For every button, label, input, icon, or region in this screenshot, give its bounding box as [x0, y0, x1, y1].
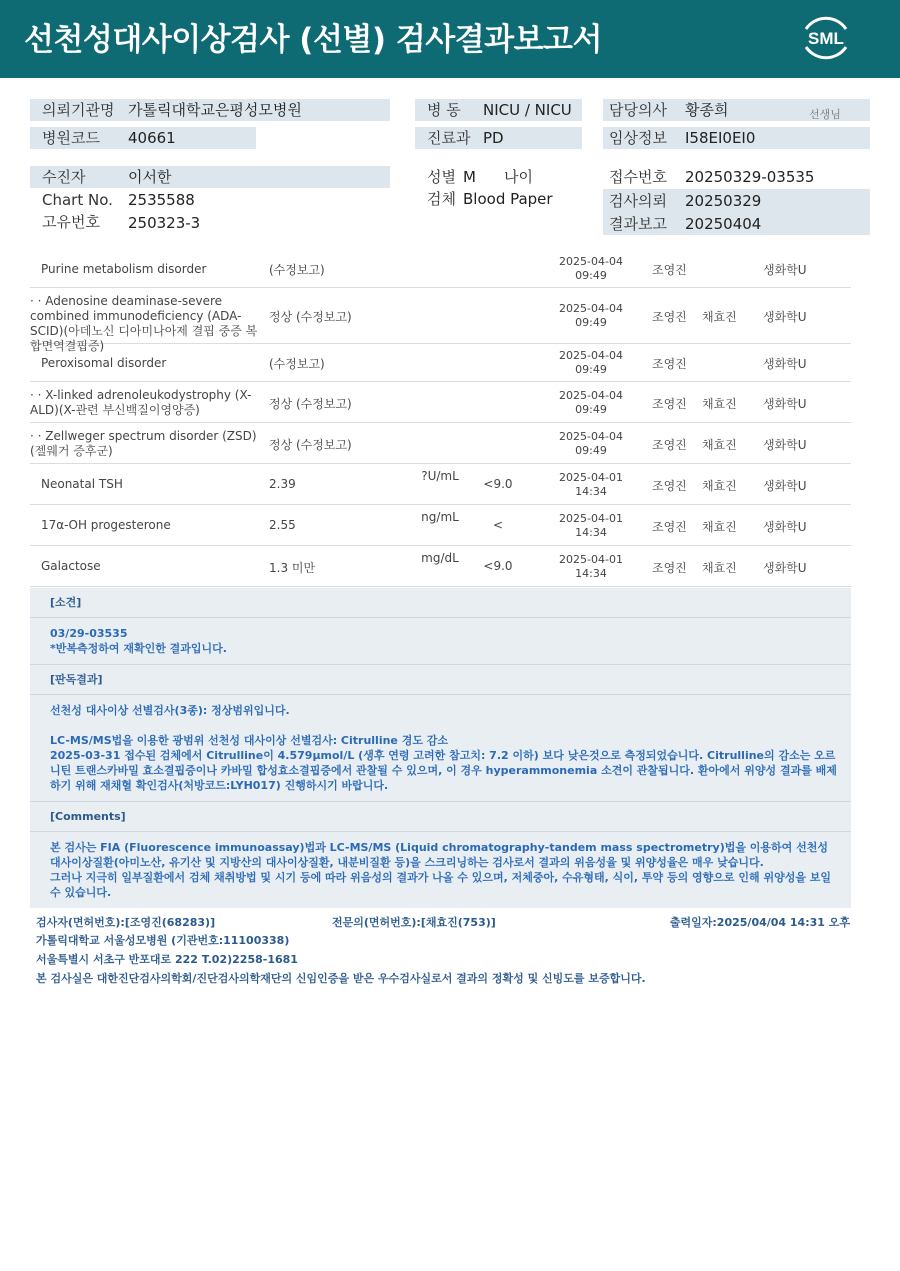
result-examiner: 조영진	[652, 479, 687, 493]
notes-section	[30, 588, 851, 908]
result-examiner: 조영진	[652, 357, 687, 371]
report-value: 20250404	[685, 215, 762, 233]
findings-line: *반복측정하여 재확인한 결과입니다.	[50, 642, 227, 655]
findings-heading: [소견]	[30, 588, 851, 618]
result-report-datetime	[555, 553, 627, 581]
result-report-time: 14:34	[575, 567, 607, 580]
result-test-name: · · Zellweger spectrum disorder (ZSD)(젤웨거 증후군)	[30, 429, 257, 458]
result-report-time: 09:49	[575, 316, 607, 329]
receipt-value: 20250329-03535	[685, 168, 815, 186]
result-dept: 생화학U	[763, 263, 807, 277]
interpretation-spacer	[50, 718, 837, 733]
result-report-date: 2025-04-04	[559, 389, 623, 402]
result-doctor: 채효진	[702, 397, 737, 411]
clinical-row	[603, 127, 870, 149]
result-value: (수정보고)	[269, 357, 325, 371]
result-report-datetime	[555, 389, 627, 417]
result-report-datetime	[555, 302, 627, 330]
dept-row	[415, 127, 582, 149]
result-report-date: 2025-04-04	[559, 349, 623, 362]
result-dept: 생화학U	[763, 438, 807, 452]
receipt-label: 접수번호	[609, 168, 667, 186]
result-value: (수정보고)	[269, 263, 325, 277]
sml-logo	[798, 12, 854, 64]
logo-text: SML	[808, 29, 844, 48]
interpretation-line: LC-MS/MS법을 이용한 광범위 선천성 대사이상 선별검사: Citrulline 경도 감소	[50, 734, 449, 747]
result-report-datetime	[555, 512, 627, 540]
result-row	[30, 546, 851, 587]
unique-no-label: 고유번호	[42, 213, 100, 231]
result-dept: 생화학U	[763, 561, 807, 575]
result-value: 정상 (수정보고)	[269, 397, 352, 411]
institution-label: 의뢰기관명	[42, 101, 115, 119]
ward-row	[415, 99, 582, 121]
result-reference: <	[492, 518, 504, 532]
hospital-code-label: 병원코드	[42, 129, 100, 147]
clinical-label: 임상정보	[609, 129, 667, 147]
institution-value: 가톨릭대학교은평성모병원	[128, 101, 302, 119]
request-label: 검사의뢰	[609, 192, 667, 210]
interpretation-heading: [판독결과]	[30, 665, 851, 695]
result-report-time: 09:49	[575, 403, 607, 416]
result-report-datetime	[555, 430, 627, 458]
patient-label: 수진자	[42, 168, 86, 186]
result-row	[30, 464, 851, 505]
result-test-name: · · Adenosine deaminase-severe combined immunodeficiency (ADA-SCID)(아데노신 디아미나아제 결핍 중증 복합면역결핍증)	[30, 294, 258, 353]
result-doctor: 채효진	[702, 520, 737, 534]
result-report-date: 2025-04-04	[559, 302, 623, 315]
comments-line: 그러나 지극히 일부질환에서 검체 채취방법 및 시기 등에 따라 위음성의 결과가 나올 수 있으며, 저체중아, 수유형태, 식이, 투약 등의 영향으로 인해 위양성을 보일 수 있습니다.	[50, 871, 832, 899]
result-report-datetime	[555, 349, 627, 377]
result-row	[30, 382, 851, 423]
result-report-time: 09:49	[575, 363, 607, 376]
result-unit: ng/mL	[421, 510, 459, 524]
hospital-code-row	[30, 127, 256, 149]
report-title: 선천성대사이상검사 (선별) 검사결과보고서	[24, 22, 602, 58]
footer-specialist: 전문의(면허번호):[채효진(753)]	[332, 916, 496, 929]
patient-row	[30, 166, 390, 188]
doctor-value: 황종희	[685, 101, 729, 119]
report-header	[0, 0, 900, 78]
result-examiner: 조영진	[652, 397, 687, 411]
result-reference: <9.0	[483, 477, 513, 491]
result-dept: 생화학U	[763, 397, 807, 411]
ward-label: 병 동	[427, 101, 461, 119]
result-examiner: 조영진	[652, 263, 687, 277]
result-dept: 생화학U	[763, 520, 807, 534]
ward-value: NICU / NICU	[483, 101, 572, 119]
result-doctor: 채효진	[702, 438, 737, 452]
request-value: 20250329	[685, 192, 762, 210]
interpretation-line: 선천성 대사이상 선별검사(3종): 정상범위입니다.	[50, 704, 290, 717]
interpretation-body	[30, 695, 851, 802]
result-value: 정상 (수정보고)	[269, 438, 352, 452]
result-row	[30, 288, 851, 353]
result-report-date: 2025-04-04	[559, 255, 623, 268]
specimen-label: 검체	[427, 190, 456, 208]
result-value: 1.3 미만	[269, 561, 316, 575]
result-test-name: Peroxisomal disorder	[41, 356, 167, 370]
sex-label: 성별	[427, 168, 456, 186]
result-report-time: 09:49	[575, 444, 607, 457]
result-doctor: 채효진	[702, 310, 737, 324]
result-test-name: Neonatal TSH	[41, 477, 123, 491]
findings-line: 03/29-03535	[50, 627, 128, 640]
dept-label: 진료과	[427, 129, 471, 147]
result-test-name: · · X-linked adrenoleukodystrophy (X-ALD)(X-관련 부신백질이영양증)	[30, 388, 252, 417]
result-doctor: 채효진	[702, 561, 737, 575]
footer-certification: 본 검사실은 대한진단검사의학회/진단검사의학재단의 신임인증을 받은 우수검사실로서 결과의 정확성 및 신빙도를 보증합니다.	[36, 972, 646, 985]
result-dept: 생화학U	[763, 479, 807, 493]
specimen-value: Blood Paper	[463, 190, 553, 208]
comments-heading: [Comments]	[30, 802, 851, 832]
result-report-datetime	[555, 471, 627, 499]
result-row	[30, 344, 851, 382]
result-dept: 생화학U	[763, 310, 807, 324]
hospital-code-value: 40661	[128, 129, 176, 147]
comments-body	[30, 832, 851, 908]
request-report-box	[603, 189, 870, 235]
result-report-time: 14:34	[575, 526, 607, 539]
result-dept: 생화학U	[763, 357, 807, 371]
doctor-label: 담당의사	[609, 101, 667, 119]
result-value: 2.55	[269, 518, 296, 532]
interpretation-line: 2025-03-31 접수된 검체에서 Citrulline이 4.579μmol/L (생후 연령 고려한 참고치: 7.2 이하) 보다 낮은것으로 측정되었습니다. Citrulline의 감소는 오르니틴 트랜스카바밀 효소결핍증이나 카바밀 합성효소결핍증에서 관찰될 수 있으며, 이 경우 hyperammonemia 소견이 관찰됩니다. 환아에서 위양성 결과를 배제하기 위해 재채혈 확인검사(처방코드:LYH017) 진행하시기 바랍니다.	[50, 749, 837, 792]
result-reference: <9.0	[483, 559, 513, 573]
result-test-name: Purine metabolism disorder	[41, 262, 207, 276]
result-test-name: 17α-OH progesterone	[41, 518, 171, 532]
result-report-date: 2025-04-01	[559, 553, 623, 566]
doctor-suffix: 선생님	[809, 108, 841, 121]
result-examiner: 조영진	[652, 438, 687, 452]
footer-lab: 가톨릭대학교 서울성모병원 (기관번호:11100338)	[36, 934, 290, 947]
dept-value: PD	[483, 129, 504, 147]
results-table	[30, 250, 851, 587]
result-examiner: 조영진	[652, 310, 687, 324]
age-label: 나이	[504, 168, 533, 186]
result-value: 정상 (수정보고)	[269, 310, 352, 324]
result-report-date: 2025-04-04	[559, 430, 623, 443]
patient-value: 이서한	[128, 168, 172, 186]
institution-row	[30, 99, 390, 121]
result-report-datetime	[555, 255, 627, 283]
clinical-value: I58EI0EI0	[685, 129, 756, 147]
result-report-time: 09:49	[575, 269, 607, 282]
result-doctor: 채효진	[702, 479, 737, 493]
footer-printed: 출력일자:2025/04/04 14:31 오후	[669, 916, 850, 929]
footer-examiner: 검사자(면허번호):[조영진(68283)]	[36, 916, 216, 929]
result-examiner: 조영진	[652, 520, 687, 534]
footer-address: 서울특별시 서초구 반포대로 222 T.02)2258-1681	[36, 953, 298, 966]
result-unit: mg/dL	[421, 551, 459, 565]
chart-no-label: Chart No.	[42, 191, 113, 209]
result-report-date: 2025-04-01	[559, 512, 623, 525]
result-examiner: 조영진	[652, 561, 687, 575]
result-row	[30, 423, 851, 464]
result-report-date: 2025-04-01	[559, 471, 623, 484]
result-value: 2.39	[269, 477, 296, 491]
comments-line: 본 검사는 FIA (Fluorescence immunoassay)법과 LC-MS/MS (Liquid chromatography-tandem mass spectrometry)법을 이용하여 선천성 대사이상질환(아미노산, 유기산 및 지방산의 대사이상질환, 내분비질환 등)을 스크리닝하는 검사로서 결과의 위음성율 및 위양성율은 매우 낮습니다.	[50, 841, 829, 869]
result-unit: ?U/mL	[421, 469, 459, 483]
result-report-time: 14:34	[575, 485, 607, 498]
report-label: 결과보고	[609, 215, 667, 233]
result-test-name: Galactose	[41, 559, 101, 573]
result-row	[30, 250, 851, 288]
sex-value: M	[463, 168, 476, 186]
result-row	[30, 505, 851, 546]
unique-no-value: 250323-3	[128, 214, 201, 232]
findings-body	[30, 618, 851, 665]
doctor-row	[603, 99, 870, 121]
chart-no-value: 2535588	[128, 191, 195, 209]
